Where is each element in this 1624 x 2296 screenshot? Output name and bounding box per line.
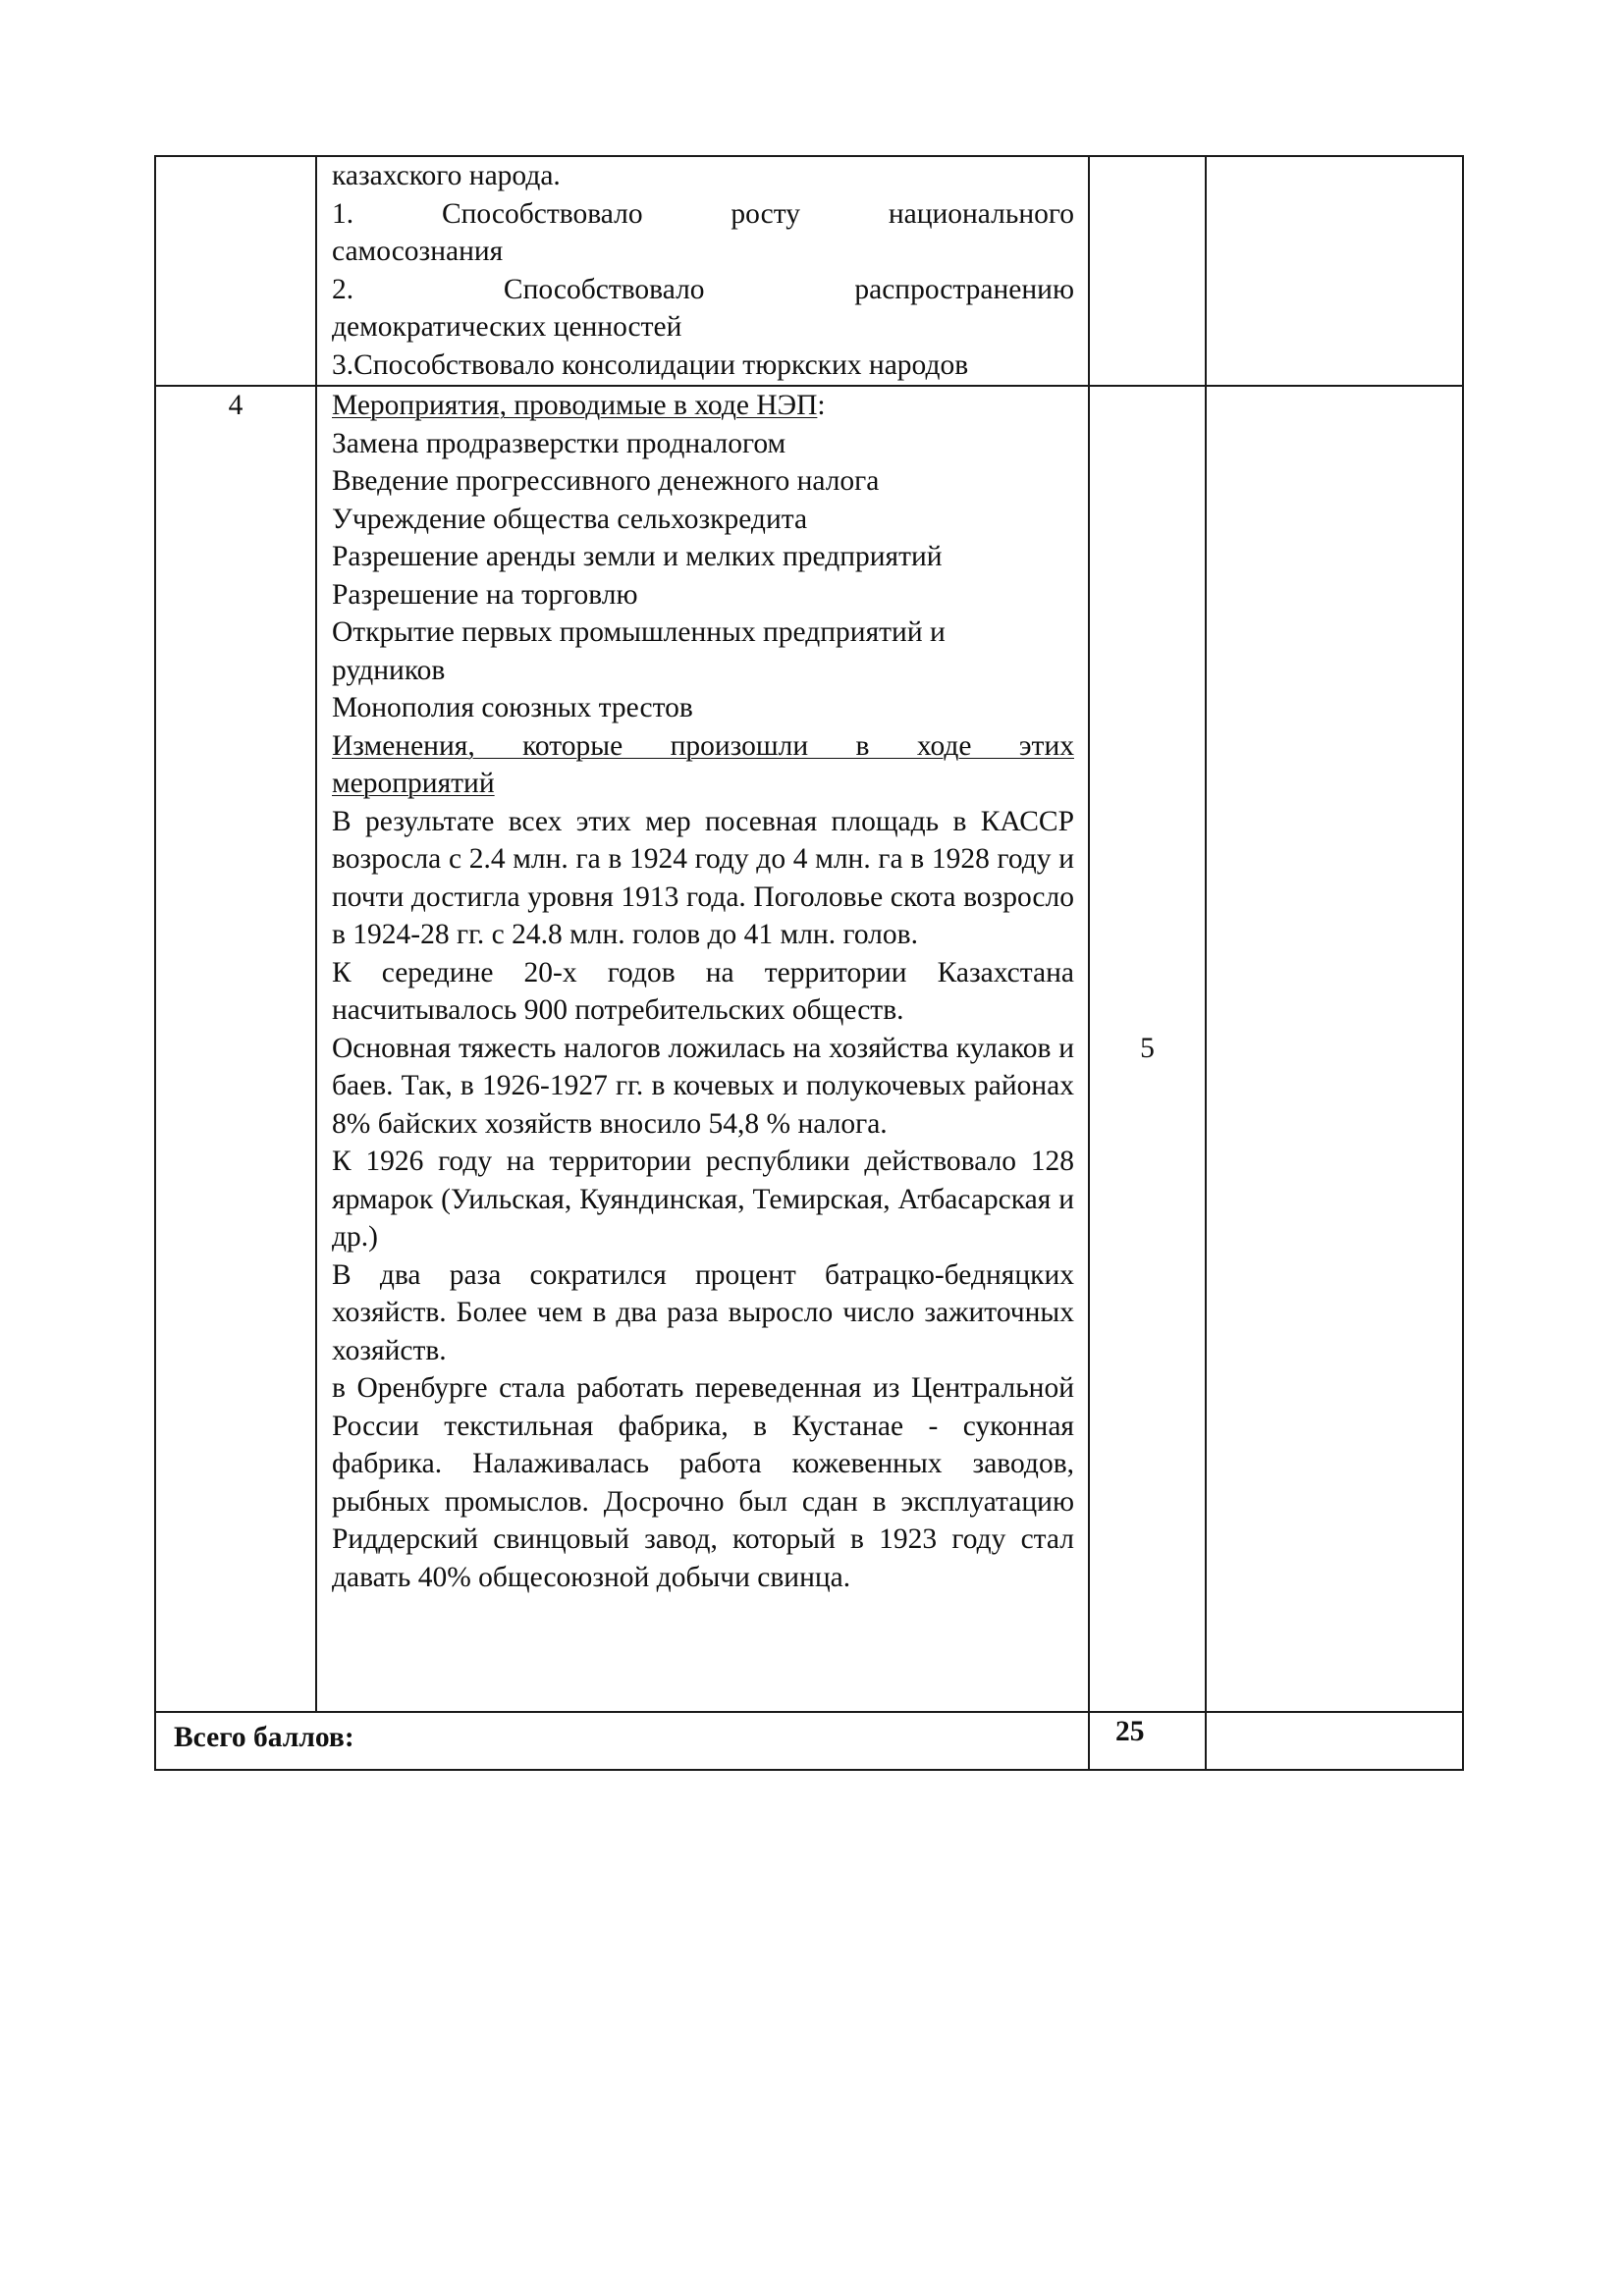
results-text [332, 803, 1074, 1597]
answer-line: самосознания [332, 236, 504, 267]
heading-measures: Мероприятия, проводимые в ходе НЭП [332, 390, 818, 421]
answer-line: демократических ценностей [332, 311, 682, 343]
measure-item: Разрешение аренды земли и мелких предприятий [332, 541, 943, 572]
total-label-cell [155, 1712, 1089, 1770]
empty-cell [1206, 156, 1463, 386]
answer-line: 3.Способствовало консолидации тюркских народов [332, 348, 969, 381]
answer-cell [316, 156, 1089, 386]
measure-item: Открытие первых промышленных предприятий и [332, 616, 946, 648]
section-heading-changes-cont [332, 765, 1074, 803]
answer-line: 2. Способствовало распространению [332, 273, 1074, 305]
points-value: 5 [1140, 1033, 1155, 1065]
measure-item: Замена продразверстки продналогом [332, 427, 786, 459]
total-row [155, 1712, 1463, 1770]
paragraph: Основная тяжесть налогов ложилась на хозяйства кулаков и баев. Так, в 1926-1927 гг. в кочевых и полукочевых районах 8% байских хозяйств вносило 54,8 % налога. [332, 1032, 1074, 1140]
paragraph: В результате всех этих мер посевная площадь в КАССР возросла с 2.4 млн. га в 1924 году до 4 млн. га в 1928 году и почти достигла уровня 1913 года. Поголовье скота возросло в 1924-28 гг. с 24.8 млн. голов до 41 млн. голов. [332, 805, 1074, 950]
section-heading [332, 387, 1074, 425]
table-row [155, 156, 1463, 386]
question-number-cell [155, 156, 316, 386]
points-cell [1089, 386, 1206, 1712]
answer-line: 1. Способствовало росту национального [332, 197, 1074, 230]
table-row [155, 386, 1463, 1712]
paragraph: в Оренбурге стала работать переведенная из Центральной России текстильная фабрика, в Кустанае - суконная фабрика. Налаживалась работа кожевенных заводов, рыбных промыслов. Досрочно был сдан в эксплуатацию Риддерский свинцовый завод, который в 1923 году стал давать 40% общесоюзной добычи свинца. [332, 1372, 1074, 1593]
total-points: 25 [1115, 1716, 1145, 1747]
empty-cell [1206, 386, 1463, 1712]
paragraph: К середине 20-х годов на территории Казахстана насчитывалось 900 потребительских обществ. [332, 956, 1074, 1026]
paragraph: К 1926 году на территории республики действовало 128 ярмарок (Уильская, Куяндинская, Темирская, Атбасарская и др.) [332, 1146, 1074, 1253]
measure-item: Учреждение общества сельхозкредита [332, 503, 808, 535]
measure-item: Разрешение на торговлю [332, 578, 638, 611]
answer-cell [316, 386, 1089, 1712]
answer-key-table [154, 155, 1464, 1771]
answer-line: казахского народа. [332, 160, 561, 191]
points-cell [1089, 156, 1206, 386]
heading-changes-word: мероприятий [332, 768, 495, 799]
section-heading-changes: Изменения, которые произошли в ходе этих [332, 729, 1074, 762]
paragraph: В два раза сократился процент батрацко-бедняцких хозяйств. Более чем в два раза выросло число зажиточных хозяйств. [332, 1258, 1074, 1366]
measure-item: Монополия союзных трестов [332, 692, 693, 723]
measure-item: Введение прогрессивного денежного налога [332, 465, 880, 497]
empty-cell [1206, 1712, 1463, 1770]
measure-item: рудников [332, 654, 446, 686]
total-points-cell [1089, 1712, 1206, 1770]
question-number-cell [155, 386, 316, 1712]
question-number: 4 [228, 390, 244, 421]
total-label: Всего баллов: [174, 1722, 354, 1753]
heading-colon: : [817, 390, 826, 421]
